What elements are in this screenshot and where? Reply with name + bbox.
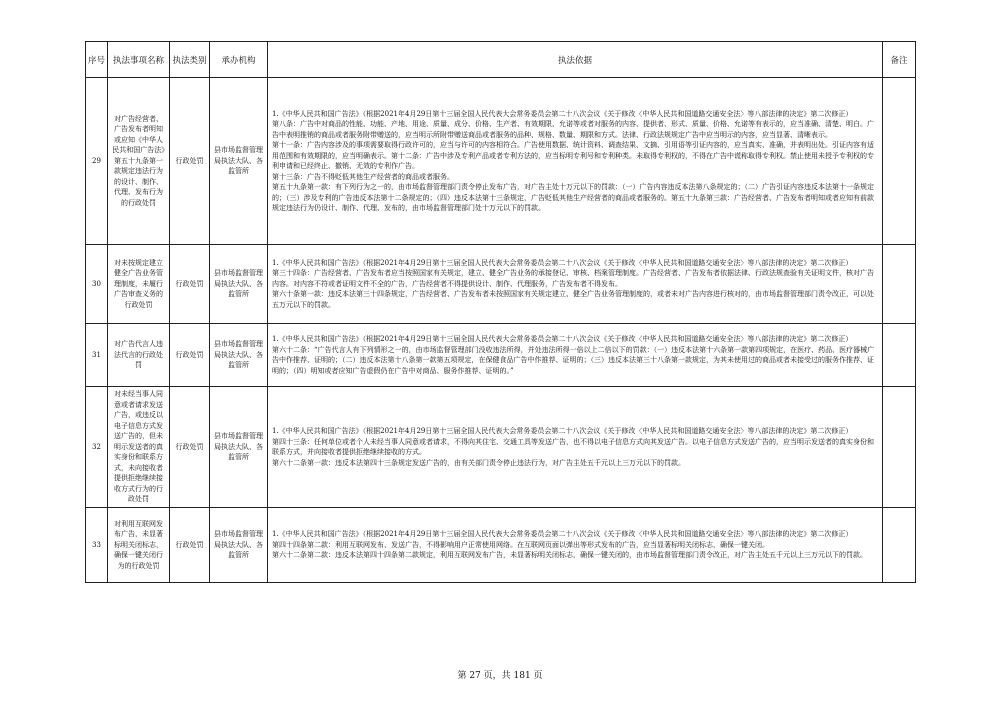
row-basis — [268, 245, 883, 324]
row-basis — [268, 387, 883, 508]
row-item-name: 对广告代言人违法代言的行政处罚 — [108, 324, 170, 387]
row-category: 行政处罚 — [170, 78, 210, 245]
table-row — [86, 78, 916, 245]
basis-paragraph: 1.《中华人民共和国广告法》（根据2021年4月29日第十三届全国人民代表大会常务委员会第二十八次会议《关于修改〈中华人民共和国道路交通安全法〉等八部法律的决定》第二次修正） — [272, 427, 853, 435]
enforcement-table — [85, 41, 916, 583]
basis-paragraph: 第三十四条：广告经营者、广告发布者应当按照国家有关规定，建立、健全广告业务的承接登记、审核、档案管理制度。广告经营者、广告发布者依据法律、行政法规查验有关证明文件，核对广告内容。对内容不符或者证明文件不全的广告，广告经营者不得提供设计、制作、代理服务，广告发布者不得发布。 — [272, 269, 874, 288]
basis-paragraph: 第六十二条第一款：违反本法第四十三条规定发送广告的，由有关部门责令停止违法行为，对广告主处五千元以上三万元以下的罚款。 — [272, 458, 685, 467]
basis-paragraph: 第十三条：广告不得贬低其他生产经营者的商品或者服务。 — [272, 172, 454, 181]
table-row — [86, 324, 916, 387]
header-item: 执法事项名称 — [108, 42, 170, 78]
row-category: 行政处罚 — [170, 387, 210, 508]
table-header-row — [86, 42, 916, 78]
page-number: 第 27 页，共 181 页 — [457, 671, 543, 681]
row-number: 31 — [86, 324, 108, 387]
row-category: 行政处罚 — [170, 508, 210, 583]
basis-paragraph: 1.《中华人民共和国广告法》（根据2021年4月29日第十三届全国人民代表大会常务委员会第二十八次会议《关于修改〈中华人民共和国道路交通安全法〉等八部法律的决定》第二次修正） — [272, 109, 853, 118]
basis-paragraph: 第四十四条第二款：利用互联网发布、发送广告，不得影响用户正常使用网络。在互联网页面以弹出等形式发布的广告，应当显著标明关闭标志，确保一键关闭。 — [272, 540, 769, 549]
row-remark — [883, 245, 916, 324]
basis-paragraph: 第六十条第一款：违反本法第三十四条规定，广告经营者、广告发布者未按照国家有关规定建立、健全广告业务管理制度的，或者未对广告内容进行核对的，由市场监督管理部门责令改正，可以处五万元以下的罚款。 — [272, 290, 874, 309]
row-category: 行政处罚 — [170, 245, 210, 324]
row-org: 县市场监督管理局执法大队、各监管所 — [210, 324, 268, 387]
row-number: 32 — [86, 387, 108, 508]
row-number: 29 — [86, 78, 108, 245]
row-item-name: 对利用互联网发布广告，未显著标明关闭标志，确保一键关闭行为的行政处罚 — [108, 508, 170, 583]
table-row — [86, 387, 916, 508]
basis-paragraph: 第六十二条：“广告代言人有下列情形之一的，由市场监督管理部门没收违法所得，并处违法所得一倍以上二倍以下的罚款：（一）违反本法第十六条第一款第四项规定，在医疗、药品、医疗器械广告中作推荐、证明的；（二）违反本法第十八条第一款第五项规定，在保健食品广告中作推荐、证明的；（三）违反本法第三十八条第一款规定，为其未使用过的商品或者未接受过的服务作推荐、证明的；（四）明知或者应知广告虚假仍在广告中对商品、服务作推荐、证明的。” — [272, 345, 875, 375]
basis-paragraph: 第五十九条第一款：有下列行为之一的，由市场监督管理部门责令停止发布广告，对广告主处十万元以下的罚款：（一）广告内容违反本法第八条规定的；（二）广告引证内容违反本法第十一条规定的；（三）涉及专利的广告违反本法第十二条规定的；（四）违反本法第十三条规定，广告贬低其他生产经营者的商品或者服务的。第五十九条第三款：广告经营者、广告发布者明知或者应知有前款规定违法行为仍设计、制作、代理、发布的，由市场监督管理部门处十万元以下的罚款。 — [272, 183, 874, 212]
row-number: 33 — [86, 508, 108, 583]
row-item-name: 对未经当事人同意或者请求发送广告，或违反以电子信息方式发送广告的，但未明示发送者的真实身份和联系方式，未向接收者提供拒绝继续接收方式行为的行政处罚 — [108, 387, 170, 508]
row-remark — [883, 387, 916, 508]
basis-paragraph: 1.《中华人民共和国广告法》（根据2021年4月29日第十三届全国人民代表大会常务委员会第二十八次会议《关于修改〈中华人民共和国道路交通安全法〉等八部法律的决定》第二次修正） — [272, 335, 853, 343]
header-remark: 备注 — [883, 42, 916, 78]
row-remark — [883, 324, 916, 387]
row-number: 30 — [86, 245, 108, 324]
header-basis: 执法依据 — [268, 42, 883, 78]
basis-paragraph: 第十一条：广告内容涉及的事项需要取得行政许可的，应当与许可的内容相符合。广告使用数据、统计资料、调查结果、文摘、引用语等引证内容的，应当真实、准确，并表明出处。引证内容有适用范围和有效期限的，应当明确表示。第十二条：广告中涉及专利产品或者专利方法的，应当标明专利号和专利种类。未取得专利权的，不得在广告中谎称取得专利权。禁止使用未授予专利权的专利申请和已经终止、撤销、无效的专利作广告。 — [272, 141, 874, 170]
row-item-name: 对未按规定建立健全广告业务管理制度，未履行广告审查义务的行政处罚 — [108, 245, 170, 324]
header-org: 承办机构 — [210, 42, 268, 78]
basis-paragraph: 第四十三条：任何单位或者个人未经当事人同意或者请求，不得向其住宅、交通工具等发送广告，也不得以电子信息方式向其发送广告。以电子信息方式发送广告的，应当明示发送者的真实身份和联系方式，并向接收者提供拒绝继续接收的方式。 — [272, 437, 874, 456]
row-remark — [883, 78, 916, 245]
row-org: 县市场监督管理局执法大队、各监管所 — [210, 508, 268, 583]
row-remark — [883, 508, 916, 583]
row-basis — [268, 508, 883, 583]
row-category: 行政处罚 — [170, 324, 210, 387]
basis-paragraph: 1.《中华人民共和国广告法》（根据2021年4月29日第十三届全国人民代表大会常务委员会第二十八次会议《关于修改〈中华人民共和国道路交通安全法〉等八部法律的决定》第二次修正） — [272, 258, 853, 267]
row-org: 县市场监督管理局执法大队、各监管所 — [210, 387, 268, 508]
table-row — [86, 508, 916, 583]
row-basis — [268, 324, 883, 387]
table-row — [86, 245, 916, 324]
header-num: 序号 — [86, 42, 108, 78]
row-item-name: 对广告经营者、广告发布者明知或应知《中华人民共和国广告法》第五十九条第一款规定违法行为的设计、制作、代理、发布行为的行政处罚 — [108, 78, 170, 245]
header-category: 执法类别 — [170, 42, 210, 78]
basis-paragraph: 1.《中华人民共和国广告法》（根据2021年4月29日第十三届全国人民代表大会常务委员会第二十八次会议《关于修改〈中华人民共和国道路交通安全法〉等八部法律的决定》第二次修正） — [272, 530, 853, 539]
basis-paragraph: 第八条：广告中对商品的性能、功能、产地、用途、质量、成分、价格、生产者、有效期限、允诺等或者对服务的内容、提供者、形式、质量、价格、允诺等有表示的，应当准确、清楚、明白。广告中表明推销的商品或者服务附带赠送的，应当明示所附带赠送商品或者服务的品种、规格、数量、期限和方式。法律、行政法规规定广告中应当明示的内容，应当显著、清晰表示。 — [272, 120, 874, 139]
basis-paragraph: 第六十二条第二款：违反本法第四十四条第二款规定，利用互联网发布广告，未显著标明关闭标志，确保一键关闭的，由市场监督管理部门责令改正，对广告主处五千元以上三万元以下的罚款。 — [272, 551, 867, 560]
row-org: 县市场监督管理局执法大队、各监管所 — [210, 78, 268, 245]
row-org: 县市场监督管理局执法大队、各监管所 — [210, 245, 268, 324]
row-basis — [268, 78, 883, 245]
